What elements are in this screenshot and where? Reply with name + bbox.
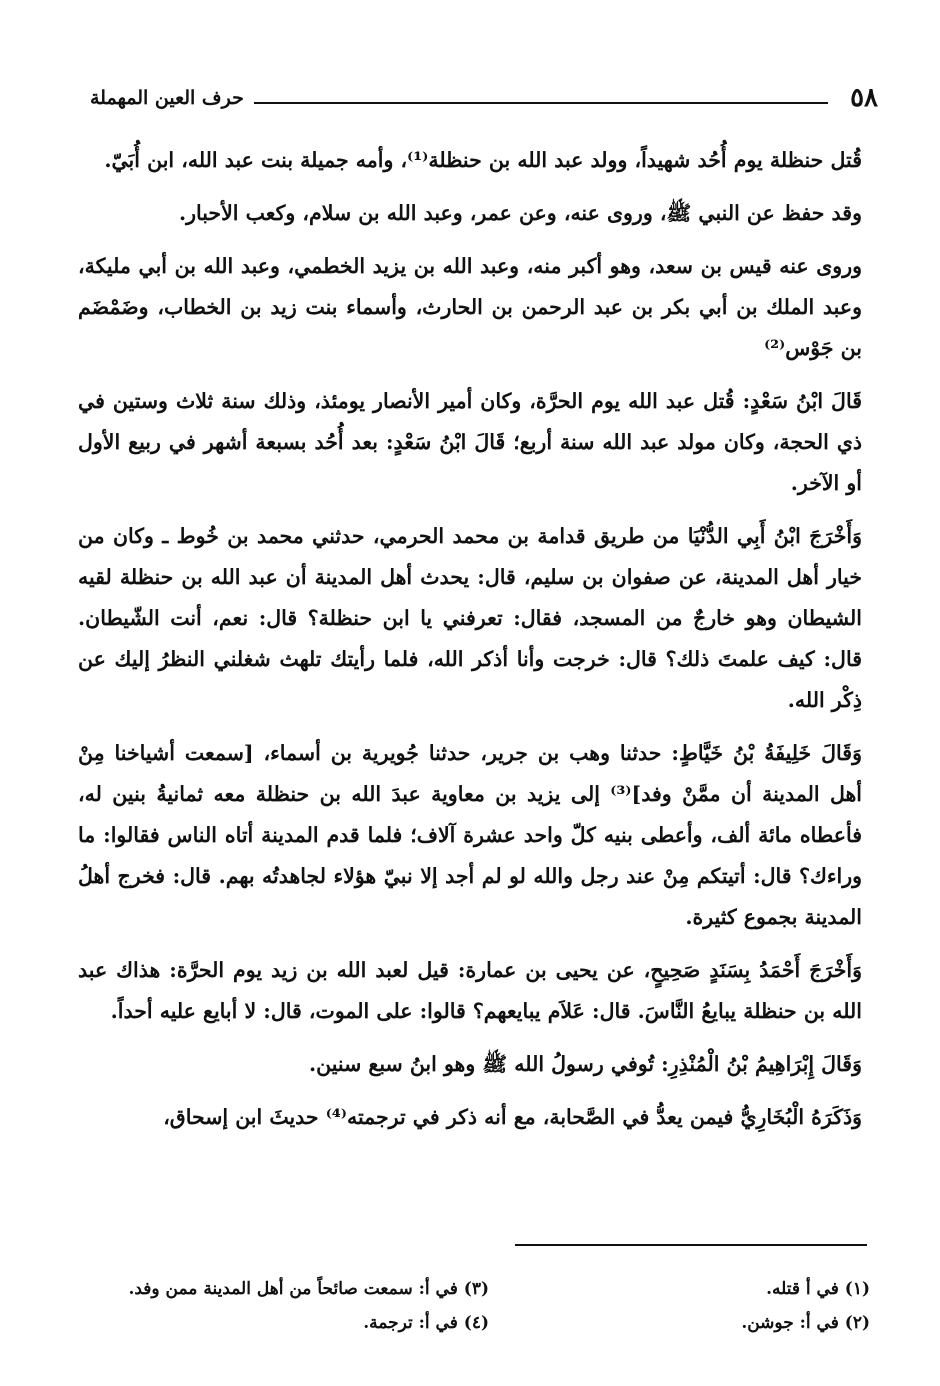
header-rule xyxy=(254,102,828,104)
paragraph: وَقَالَ خَلِيفَةُ بْنُ خَيَّاطٍ: حدثنا وهب بن جرير، حدثنا جُويرية بن أسماء، [سمعت أشياخنا مِنْ أهل المدينة أن ممَّنْ وفد]⁽³⁾ إلى يزيد بن معاوية عبدَ الله بن حنظلة معه ثمانيةُ بنين له، فأعطاه مائة ألف، وأعطى بنيه كلّ واحد عشرة آلاف؛ فلما قدم المدينة أتاه الناس فقالوا: ما وراءك؟ قال: أتيتكم مِنْ عند رجل والله لو لم أجد إلا نبيّ هؤلاء لجاهدتُه بهم. قال: فخرج أهلُ المدينة بجموع كثيرة. xyxy=(78,741,863,929)
page-number: ٥٨ xyxy=(850,83,878,113)
footnote: (٢) في أ: جوشن. xyxy=(741,1313,870,1333)
footnote: (٤) في أ: ترجمة. xyxy=(363,1313,489,1333)
paragraph: وَذَكَرَهُ الْبُخَارِيُّ فيمن يعدُّ في الصَّحابة، مع أنه ذكر في ترجمته⁽⁴⁾ حديثَ ابن إسحاق، xyxy=(163,1105,862,1129)
running-title: حرف العين المهملة xyxy=(90,87,244,109)
footnote: (٣) في أ: سمعت صائحاً من أهل المدينة ممن وفد. xyxy=(128,1279,489,1299)
page-header xyxy=(90,80,878,116)
footnote: (١) في أ قتله. xyxy=(766,1279,870,1299)
main-text xyxy=(78,140,862,1150)
paragraph: وَقَالَ إِبْرَاهِيمُ بْنُ الْمُنْذِرِ: تُوفي رسولُ الله ﷺ وهو ابنُ سبع سنين. xyxy=(308,1052,862,1076)
footnotes xyxy=(108,1272,870,1340)
paragraph: وَأَخْرَجَ أَحْمَدُ بِسَنَدٍ صَحِيحٍ، عن يحيى بن عمارة: قيل لعبد الله بن زيد يوم الحرَّة: هذاك عبد الله بن حنظلة يبايعُ النَّاسَ. قال: عَلاَم يبايعهم؟ قالوا: على الموت، قال: لا أبايع عليه أحداً. xyxy=(78,958,862,1023)
paragraph: وَأَخْرَجَ ابْنُ أَبِي الدُّنْيَا من طريق قدامة بن محمد الحرمي، حدثني محمد بن خُوط ـ وكان من خيار أهل المدينة، عن صفوان بن سليم، قال: يحدث أهل المدينة أن عبد الله بن حنظلة لقيه الشيطان وهو خارجٌ من المسجد، فقال: تعرفني يا ابن حنظلة؟ قال: نعم، أنت الشّيطان. قال: كيف علمتَ ذلك؟ قال: خرجت وأنا أذكر الله، فلما رأيتك تلهث شغلني النظرُ إليك عن ذِكْر الله. xyxy=(78,524,862,712)
paragraph: وقد حفظ عن النبي ﷺ، وروى عنه، وعن عمر، وعبد الله بن سلام، وكعب الأحبار. xyxy=(178,201,862,225)
footnote-rule xyxy=(515,1244,867,1246)
paragraph: وروى عنه قيس بن سعد، وهو أكبر منه، وعبد الله بن يزيد الخطمي، وعبد الله بن أبي مليكة، وعبد الملك بن أبي بكر بن عبد الرحمن بن الحارث، وأسماء بنت زيد بن الخطاب، وضَمْضَم بن جَوْس⁽²⁾ xyxy=(78,254,862,360)
paragraph: قُتل حنظلة يوم أُحُد شهيداً، وولد عبد الله بن حنظلة⁽¹⁾، وأمه جميلة بنت عبد الله، ابن أُبَيّ. xyxy=(104,148,862,172)
paragraph: قَالَ ابْنُ سَعْدٍ: قُتل عبد الله يوم الحرَّة، وكان أمير الأنصار يومئذ، وذلك سنة ثلاث وستين في ذي الحجة، وكان مولد عبد الله سنة أربع؛ قَالَ ابْنُ سَعْدٍ: بعد أُحُد بسبعة أشهر في ربيع الأول أو الآخر. xyxy=(78,389,862,495)
